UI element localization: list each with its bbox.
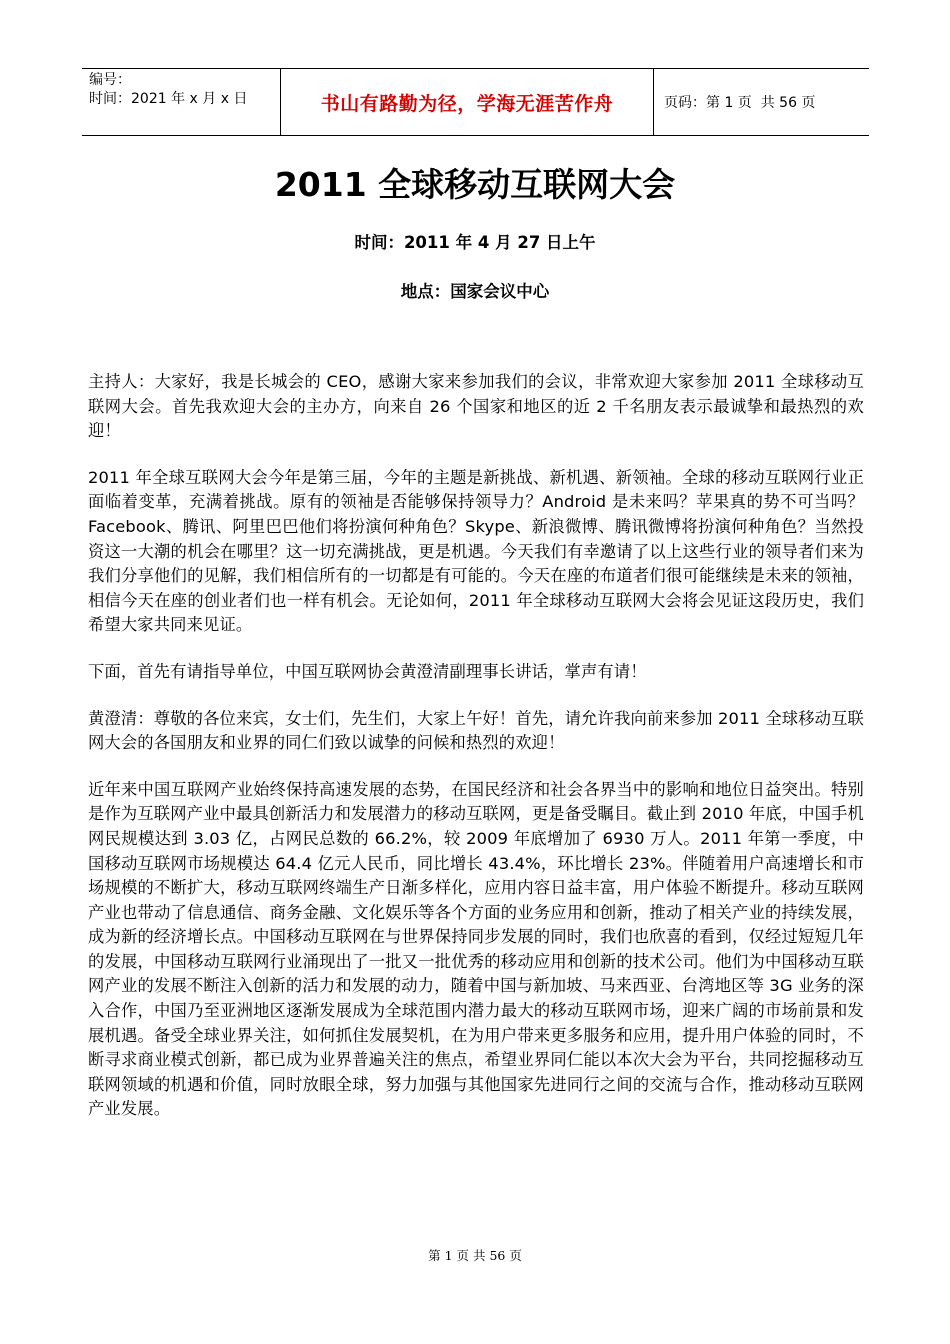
page-footer: 第 1 页 共 56 页 bbox=[428, 1248, 522, 1263]
body-paragraph: 下面，首先有请指导单位，中国互联网协会黄澄清副理事长讲话，掌声有请！ bbox=[88, 661, 647, 681]
body-paragraph: 主持人：大家好，我是长城会的 CEO，感谢大家来参加我们的会议，非常欢迎大家参加 2011 全球移动互联网大会。首先我欢迎大会的主办方，向来自 26 个国家和地区的近 2 千名朋友表示最诚挚和最热烈的欢迎！ bbox=[88, 372, 864, 441]
meeting-place: 地点：国家会议中心 bbox=[400, 282, 550, 301]
body-paragraph: 黄澄清：尊敬的各位来宾，女士们，先生们，大家上午好！首先，请允许我向前来参加 2011 全球移动互联网大会的各国朋友和业界的同仁们致以诚挚的问候和热烈的欢迎！ bbox=[88, 708, 864, 753]
body-paragraph: 2011 年全球互联网大会今年是第三届，今年的主题是新挑战、新机遇、新领袖。全球的移动互联网行业正面临着变革，充满着挑战。原有的领袖是否能够保持领导力？Android 是未来吗？苹果真的势不可当吗？Facebook、腾讯、阿里巴巴他们将扮演何种角色？Skype、新浪微博、腾讯微博将扮演何种角色？当然投资这一大潮的机会在哪里？这一切充满挑战，更是机遇。今天我们有幸邀请了以上这些行业的领导者们来为我们分享他们的见解，我们相信所有的一切都是有可能的。今天在座的布道者们很可能继续是未来的领袖，相信今天在座的创业者们也一样有机会。无论如何，2011 年全球移动互联网大会将会见证这段历史，我们希望大家共同来见证。 bbox=[88, 467, 864, 635]
body-paragraph: 近年来中国互联网产业始终保持高速发展的态势，在国民经济和社会各界当中的影响和地位日益突出。特别是作为互联网产业中最具创新活力和发展潜力的移动互联网，更是备受瞩目。截止到 2010 年底，中国手机网民规模达到 3.03 亿，占网民总数的 66.2%，较 2009 年底增加了 6930 万人。2011 年第一季度，中国移动互联网市场规模达 64.4 亿元人民币，同比增长 43.4%，环比增长 23%。伴随着用户高速增长和市场规模的不断扩大，移动互联网终端生产日渐多样化，应用内容日益丰富，用户体验不断提升。移动互联网产业也带动了信息通信、商务金融、文化娱乐等各个方面的业务应用和创新，推动了相关产业的持续发展，成为新的经济增长点。中国移动互联网在与世界保持同步发展的同时，我们也欣喜的看到，仅经过短短几年的发展，中国移动互联网行业涌现出了一批又一批优秀的移动应用和创新的技术公司。他们为中国移动互联网产业的发展不断注入创新的活力和发展的动力，随着中国与新加坡、马来西亚、台湾地区等 3G 业务的深入合作，中国乃至亚洲地区逐渐发展成为全球范围内潜力最大的移动互联网市场，迎来广阔的市场前景和发展机遇。备受全球业界关注，如何抓住发展契机，在为用户带来更多服务和应用，提升用户体验的同时，不断寻求商业模式创新，都已成为业界普遍关注的焦点，希望业界同仁能以本次大会为平台，共同挖掘移动互联网领域的机遇和价值，同时放眼全球，努力加强与其他国家先进同行之间的交流与合作，推动移动互联网产业发展。 bbox=[88, 779, 864, 1119]
header-info-cell bbox=[82, 69, 280, 135]
header-page-cell bbox=[654, 69, 869, 135]
header-motto: 书山有路勤为径，学海无涯苦作舟 bbox=[320, 92, 614, 115]
page-header bbox=[82, 68, 869, 136]
document-body bbox=[88, 370, 864, 1144]
header-motto-cell bbox=[280, 69, 654, 135]
meeting-time: 时间：2011 年 4 月 27 日上午 bbox=[354, 233, 596, 252]
document-title: 2011 全球移动互联网大会 bbox=[274, 165, 676, 204]
header-page-number: 页码：第 1 页 共 56 页 bbox=[664, 95, 816, 111]
document-date-label: 时间：2021 年 x 月 x 日 bbox=[89, 91, 248, 107]
document-number-label: 编号： bbox=[89, 72, 131, 88]
